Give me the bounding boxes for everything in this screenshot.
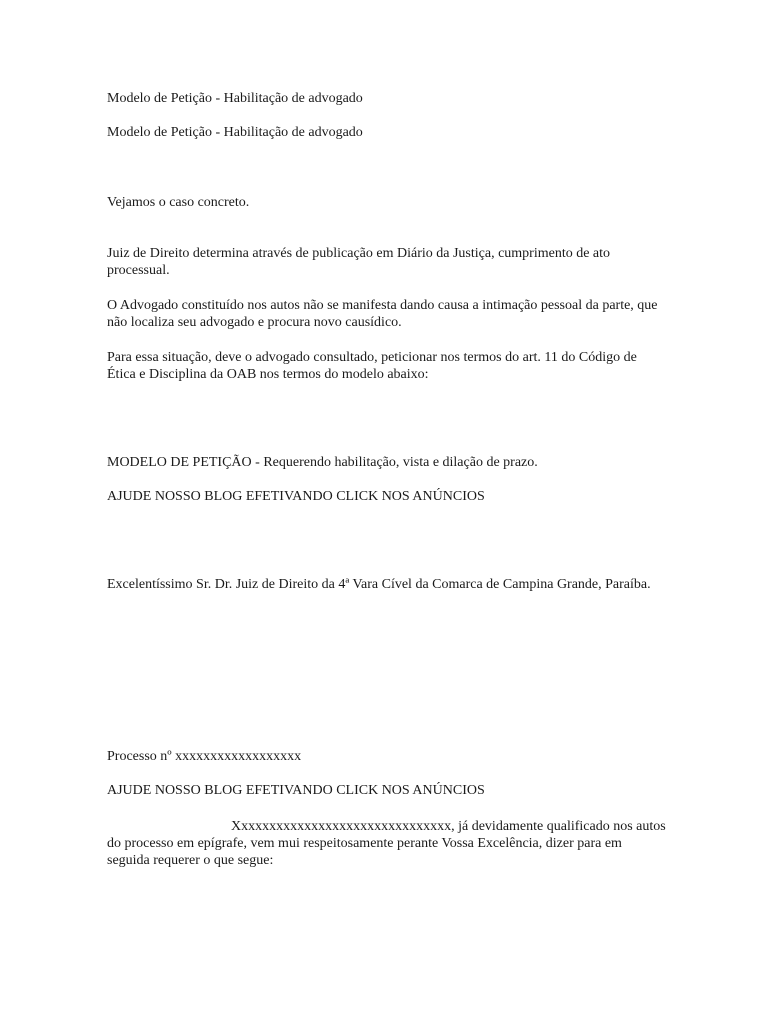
document-title: Modelo de Petição - Habilitação de advogado	[107, 91, 363, 106]
document-subtitle: Modelo de Petição - Habilitação de advogado	[107, 125, 363, 140]
paragraph-lawyer: O Advogado constituído nos autos não se manifesta dando causa a intimação pessoal da parte, que não localiza seu advogado e procura novo causídico.	[107, 298, 658, 330]
paragraph-judge: Juiz de Direito determina através de publicação em Diário da Justiça, cumprimento de ato processual.	[107, 246, 611, 278]
process-number: Processo nº xxxxxxxxxxxxxxxxxx	[107, 749, 302, 764]
ad-notice: AJUDE NOSSO BLOG EFETIVANDO CLICK NOS ANÚNCIOS	[107, 489, 485, 504]
paragraph-situation: Para essa situação, deve o advogado consultado, peticionar nos termos do art. 11 do Código de Ética e Disciplina da OAB nos termos do modelo abaixo:	[107, 350, 637, 382]
petition-body	[107, 818, 667, 869]
ad-notice: AJUDE NOSSO BLOG EFETIVANDO CLICK NOS ANÚNCIOS	[107, 783, 485, 798]
model-heading: MODELO DE PETIÇÃO - Requerendo habilitação, vista e dilação de prazo.	[107, 455, 538, 470]
intro-text: Vejamos o caso concreto.	[107, 195, 250, 210]
addressee-text: Excelentíssimo Sr. Dr. Juiz de Direito da 4ª Vara Cível da Comarca de Campina Grande, Paraíba.	[107, 577, 651, 592]
petition-body-text: Xxxxxxxxxxxxxxxxxxxxxxxxxxxxxxx, já devidamente qualificado nos autos do processo em epígrafe, vem mui respeitosamente perante Vossa Excelência, dizer para em seguida requerer o que segue:	[107, 819, 666, 868]
